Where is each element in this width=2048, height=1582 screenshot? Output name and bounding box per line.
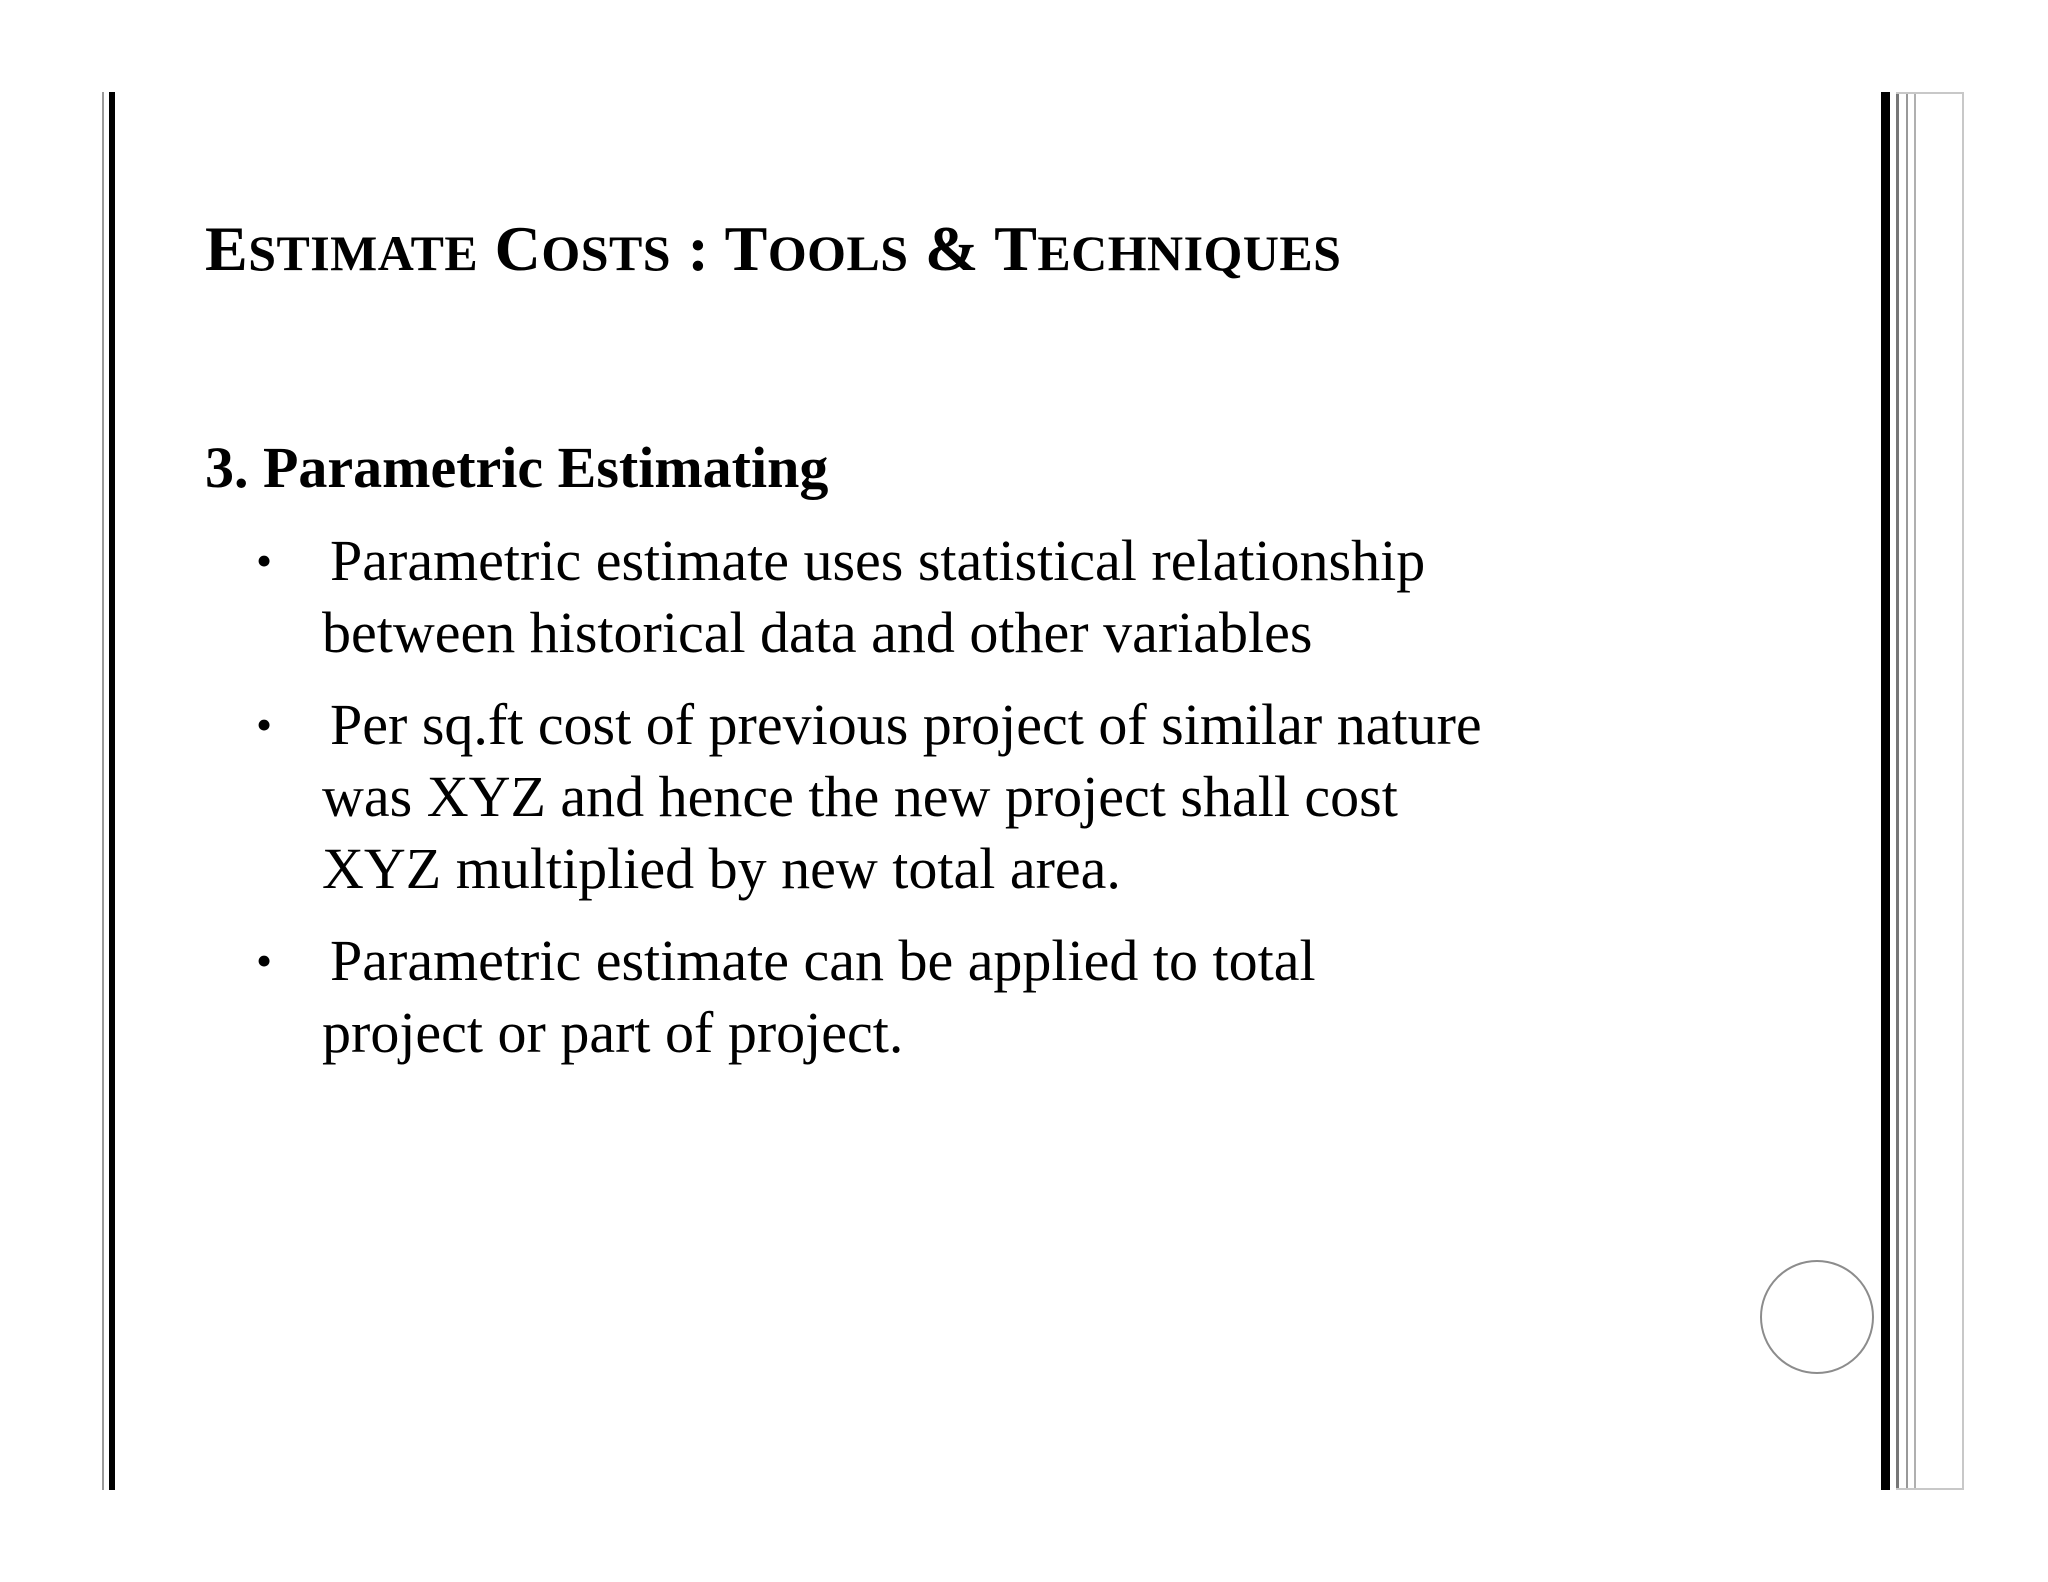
bullet-text-line: XYZ multiplied by new total area. [322, 836, 1121, 901]
left-border-thick-line [109, 92, 115, 1490]
title-word: TECHNIQUES [994, 213, 1342, 284]
bullet-text-line: between historical data and other variables [322, 600, 1313, 665]
left-border-thin-line [102, 92, 104, 1490]
title-separator: : [687, 213, 710, 284]
decorative-circle [1760, 1260, 1874, 1374]
bullet-dot: • [256, 699, 273, 750]
right-border-line [1896, 92, 1899, 1490]
right-border-cap [1896, 92, 1964, 94]
title-word: ESTIMATE [205, 213, 479, 284]
bullet-text-line: was XYZ and hence the new project shall cost [322, 764, 1398, 829]
title-ampersand: & [925, 213, 979, 284]
bullet-text-line: Per sq.ft cost of previous project of similar nature [330, 692, 1482, 757]
bullet-item [250, 689, 1630, 905]
bullet-dot: • [256, 935, 273, 986]
bullet-text-line: Parametric estimate uses statistical relationship [330, 528, 1426, 593]
bullet-item [250, 525, 1630, 669]
right-border-line [1906, 92, 1908, 1490]
section-heading: 3. Parametric Estimating [205, 435, 829, 500]
bullet-item [250, 925, 1630, 1069]
right-border-line [1962, 92, 1964, 1490]
title-word: COSTS [494, 213, 672, 284]
bullet-text-line: Parametric estimate can be applied to total [330, 928, 1316, 993]
bullet-text-line: project or part of project. [322, 1000, 904, 1065]
right-border-thick-line [1881, 92, 1890, 1490]
right-border-cap [1896, 1488, 1964, 1490]
bullet-dot: • [256, 535, 273, 586]
right-border-line [1914, 92, 1916, 1490]
bullet-list [250, 525, 1630, 1089]
slide-title [205, 212, 1341, 286]
title-word: TOOLS [724, 213, 909, 284]
